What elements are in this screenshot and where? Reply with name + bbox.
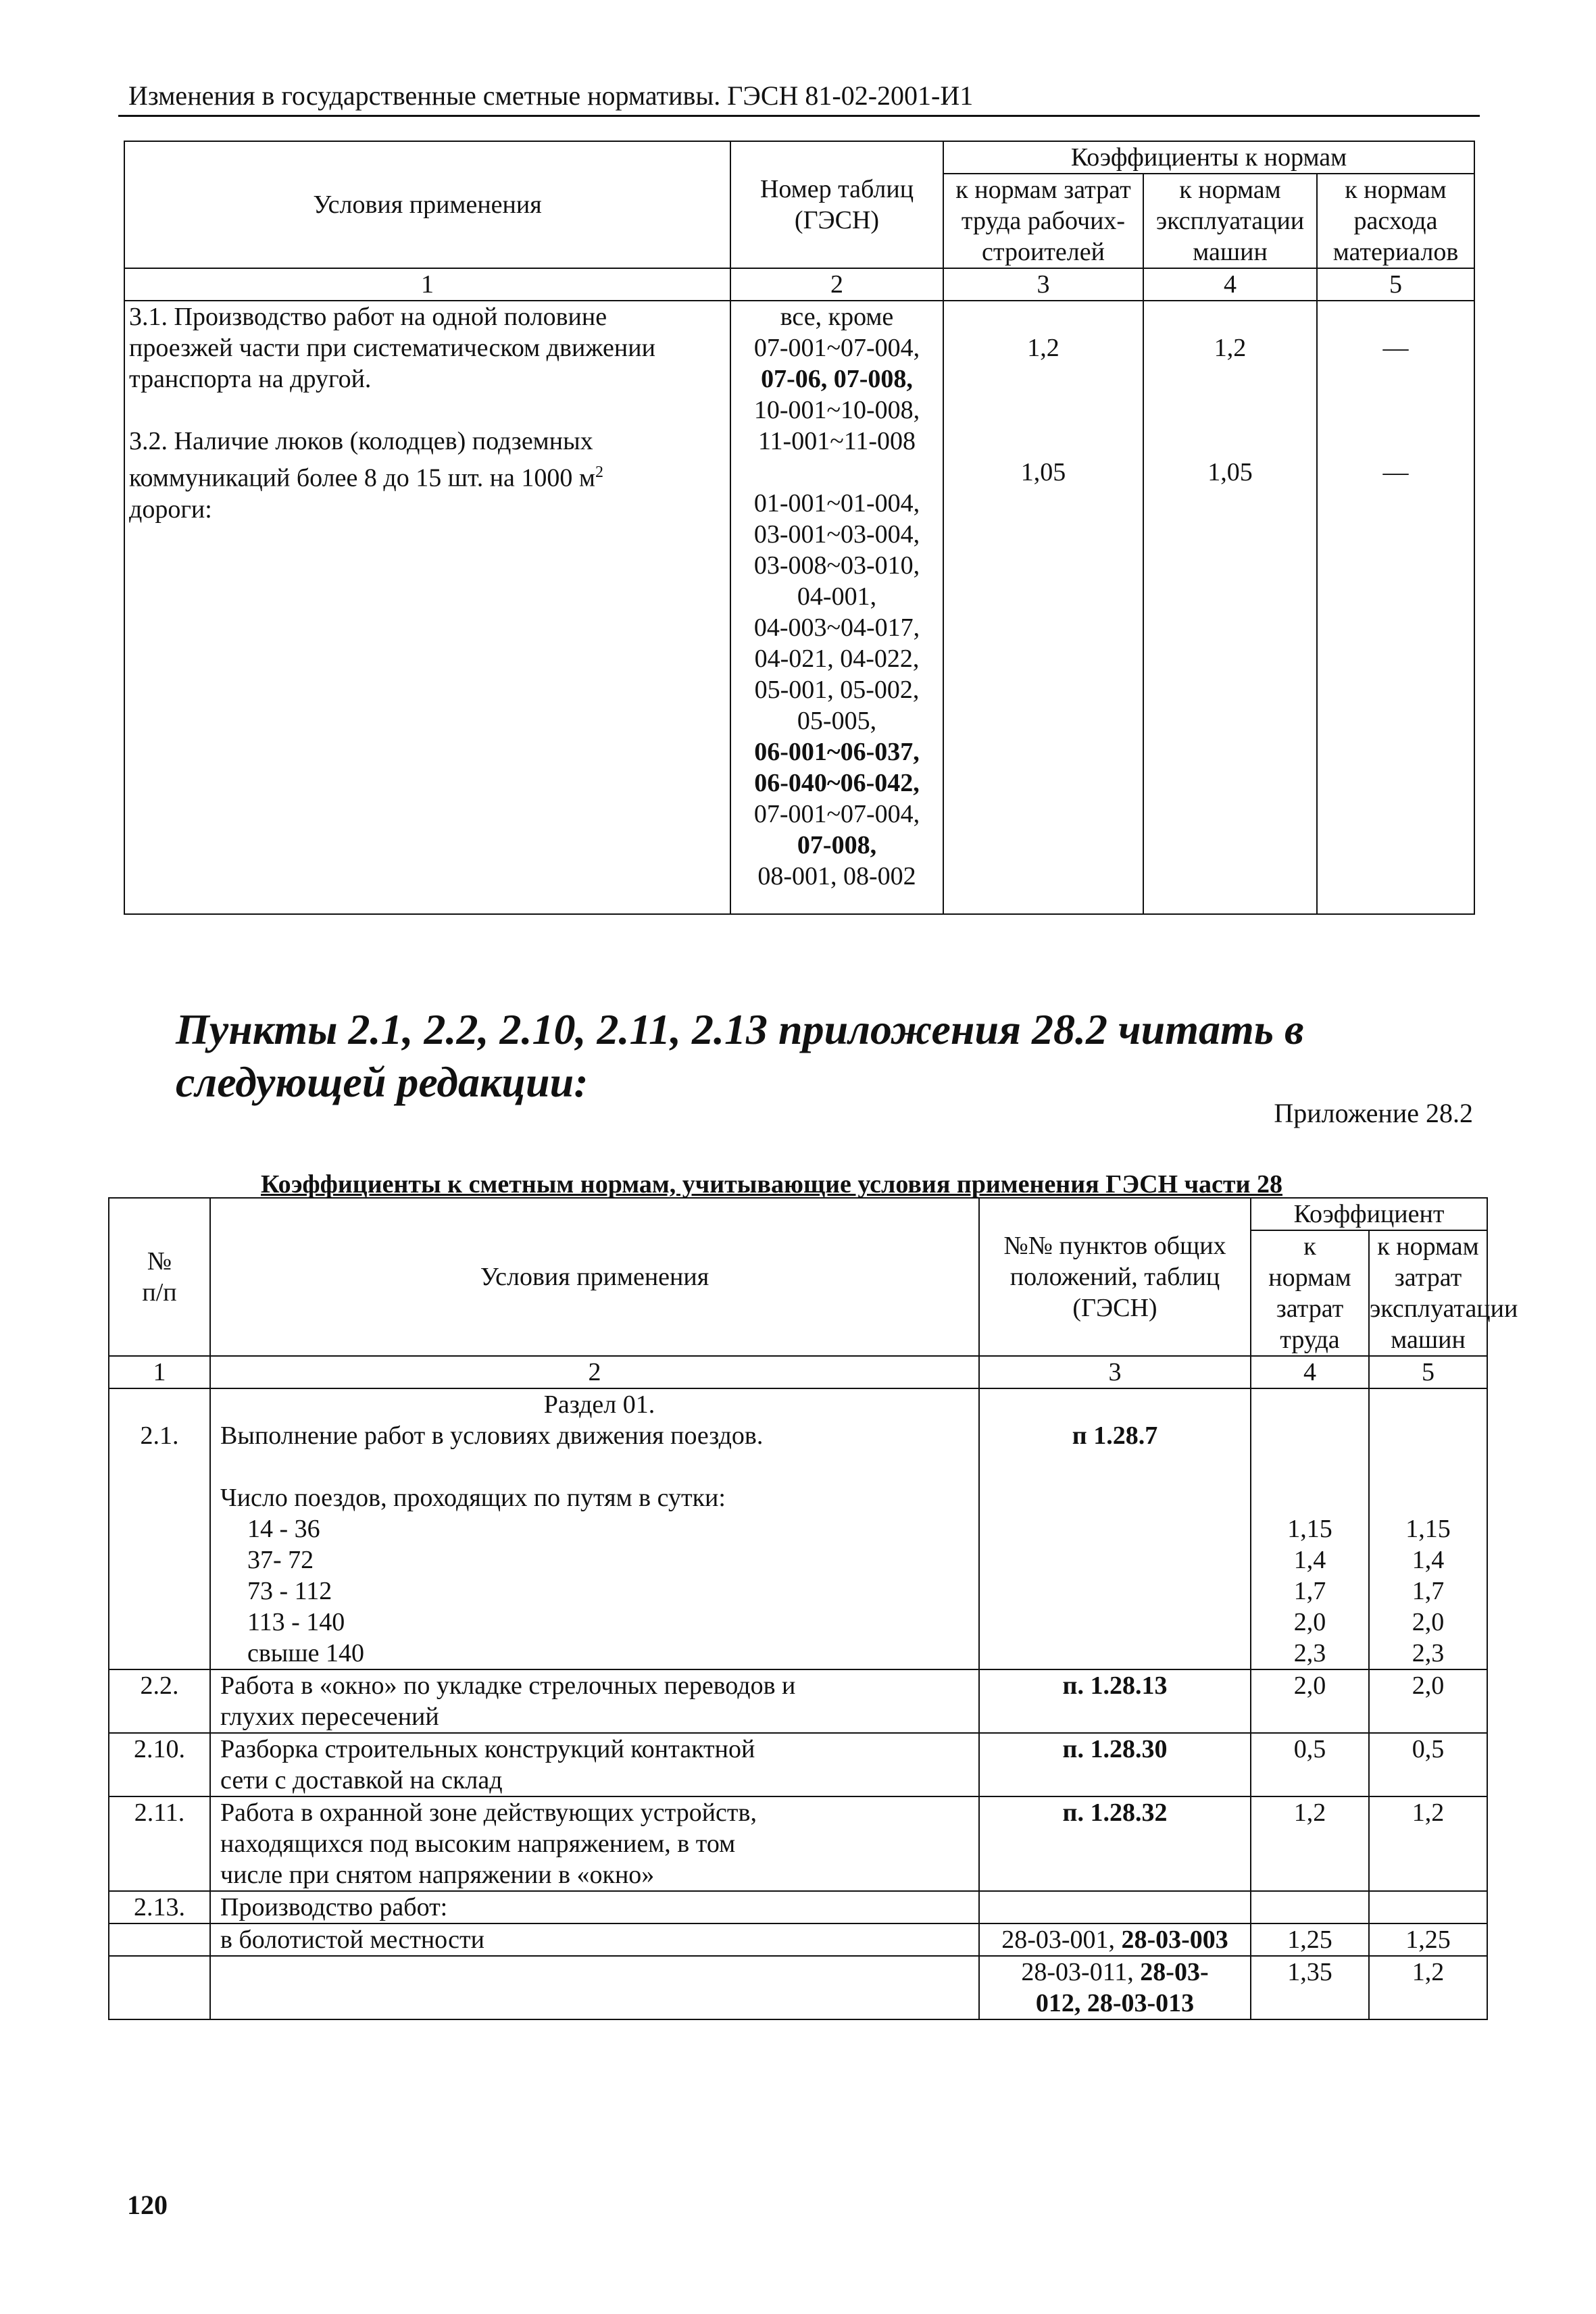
table2-header-points-line: №№ пунктов общих: [1003, 1232, 1226, 1260]
table-code: 06-001~06-037,: [754, 738, 920, 766]
table1-header-col3-line: строителей: [982, 238, 1105, 266]
condition-cell: [210, 1796, 979, 1891]
code-plain: 28-03-011,: [1021, 1958, 1141, 1986]
table1-condition-3-1: [125, 301, 730, 395]
condition-line: проезжей части при систематическом движении: [129, 334, 655, 362]
code-cell: [979, 1923, 1251, 1956]
table2-header-col4-line: нормам: [1268, 1263, 1351, 1292]
code-bold: 28-03-003: [1121, 1926, 1228, 1954]
table2-header-col5-line: к нормам: [1377, 1232, 1479, 1261]
train-range: 14 - 36: [247, 1515, 320, 1543]
table1-labor-3-2: 1,05: [1020, 458, 1066, 486]
table1-codes-3-1: [731, 301, 943, 457]
condition-line: дороги:: [129, 495, 212, 524]
table1-machines-3-2: 1,05: [1207, 458, 1253, 486]
table-code: 01-001~01-004,: [753, 489, 920, 518]
labor-cell: [1251, 1388, 1369, 1669]
empty-cell: [1369, 1891, 1487, 1923]
train-range: 73 - 112: [247, 1577, 332, 1605]
table2-header-col5: [1369, 1230, 1518, 1356]
table1-header-table-number-line2: (ГЭСН): [794, 206, 880, 234]
table1-header-conditions: Условия применения: [124, 141, 730, 268]
labor-value: 2,3: [1293, 1639, 1326, 1667]
table-code: 03-008~03-010,: [753, 551, 920, 580]
coefficients-table-1: [124, 141, 1475, 915]
table2-header-no: [109, 1198, 210, 1356]
empty-cell: [1251, 1891, 1369, 1923]
table2-header-coef-group: Коэффициент: [1251, 1198, 1487, 1230]
table1-labor-3-1: 1,2: [1027, 334, 1059, 362]
table-code: 11-001~11-008: [757, 427, 916, 455]
row-number: 2.10.: [109, 1733, 210, 1796]
machines-value: 2,0: [1412, 1608, 1445, 1636]
condition-line-text: коммуникаций более 8 до 15 шт. на 1000 м: [129, 463, 595, 493]
header-rule: [118, 115, 1480, 117]
condition-line: находящихся под высоким напряжением, в том: [220, 1830, 736, 1858]
table1-header-col4-line: к нормам: [1179, 176, 1281, 204]
section-title: Пункты 2.1, 2.2, 2.10, 2.11, 2.13 приложения 28.2 читать в следующей редакции:: [176, 1005, 1304, 1106]
machines-value: 1,25: [1369, 1923, 1487, 1956]
table1-header-table-number-line1: Номер таблиц: [759, 175, 914, 203]
row-number: 2.2.: [109, 1669, 210, 1733]
table-row: [109, 1956, 1487, 2019]
table-code: 04-003~04-017,: [753, 613, 920, 642]
table1-header-col3: [943, 174, 1143, 268]
condition-text: в болотистой местности: [210, 1923, 979, 1956]
machines-value: 1,2: [1369, 1796, 1487, 1891]
page-number: 120: [127, 2190, 168, 2220]
table1-header-col5: [1317, 174, 1474, 268]
table2-column-number: 1: [109, 1356, 210, 1388]
code-cell: [979, 1956, 1251, 2019]
table-code: 07-001~07-004,: [753, 800, 920, 828]
condition-line: 3.1. Производство работ на одной половине: [129, 303, 607, 331]
table1-materials-3-1: —: [1382, 334, 1409, 362]
table1-header-table-number: [730, 141, 943, 268]
condition-text: Выполнение работ в условиях движения поездов.: [220, 1422, 764, 1450]
table2-header-col4-line: к: [1303, 1232, 1316, 1261]
machines-cell: [1369, 1388, 1487, 1669]
condition-line: Работа в «окно» по укладке стрелочных переводов и: [220, 1671, 796, 1700]
table1-labor-cell: [943, 301, 1143, 914]
condition-line: транспорта на другой.: [129, 365, 372, 393]
row-number-cell: [109, 1388, 210, 1669]
table2-column-number: 4: [1251, 1356, 1369, 1388]
table2-header-no-line2: п/п: [142, 1278, 177, 1307]
table-code: 07-001~07-004,: [753, 334, 920, 362]
train-range: свыше 140: [247, 1639, 364, 1667]
machines-value: 1,15: [1405, 1515, 1451, 1543]
table1-header-col3-line: труда рабочих-: [961, 207, 1126, 235]
empty-cell: [109, 1923, 210, 1956]
table1-conditions-cell: [124, 301, 730, 914]
table2-header-row-1: [109, 1198, 1487, 1230]
table-code: 06-040~06-042,: [754, 769, 920, 797]
row-number: 2.11.: [109, 1796, 210, 1891]
table2-header-points-line: положений, таблиц: [1009, 1263, 1220, 1291]
labor-value: 1,35: [1251, 1956, 1369, 2019]
table1-codes-3-2: [731, 488, 943, 892]
table2-header-col4-line: затрат: [1276, 1294, 1344, 1323]
empty-cell: [109, 1956, 210, 2019]
table1-header-col5-line: к нормам: [1345, 176, 1447, 204]
table2-header-col4-line: труда: [1280, 1326, 1340, 1354]
unit-superscript: 2: [595, 463, 603, 481]
table-code: 08-001, 08-002: [757, 862, 916, 890]
table-row: [109, 1891, 1487, 1923]
table1-condition-3-2: [125, 426, 730, 525]
train-range: 37- 72: [247, 1546, 314, 1574]
table-row: [109, 1388, 1487, 1669]
machines-value: 1,4: [1412, 1546, 1445, 1574]
empty-cell: [979, 1891, 1251, 1923]
table-code: все, кроме: [780, 303, 894, 331]
table1-machines-3-1: 1,2: [1214, 334, 1247, 362]
code-bold: 28-03-: [1140, 1958, 1209, 1986]
point-ref: п. 1.28.13: [979, 1669, 1251, 1733]
empty-cell: [210, 1956, 979, 2019]
condition-line: Разборка строительных конструкций контактной: [220, 1735, 755, 1763]
spacer: [220, 1451, 978, 1482]
coefficients-table-2: [108, 1197, 1518, 2020]
table-code: 04-001,: [797, 582, 877, 611]
table1-column-number: 5: [1317, 268, 1474, 301]
labor-value: 1,15: [1287, 1515, 1332, 1543]
labor-value: 2,0: [1251, 1669, 1369, 1733]
table1-column-number: 2: [730, 268, 943, 301]
table1-column-numbers-row: [124, 268, 1474, 301]
table-code: 07-06, 07-008,: [761, 365, 913, 393]
table1-column-number: 1: [124, 268, 730, 301]
table2-header-col4: [1251, 1230, 1369, 1356]
machines-value: 2,0: [1369, 1669, 1487, 1733]
machines-value: 1,7: [1412, 1577, 1445, 1605]
condition-cell: [210, 1669, 979, 1733]
labor-value: 1,25: [1251, 1923, 1369, 1956]
condition-line: числе при снятом напряжении в «окно»: [220, 1861, 655, 1889]
table-code: 05-005,: [797, 707, 877, 735]
labor-value: 1,4: [1293, 1546, 1326, 1574]
row-number: 2.13.: [109, 1891, 210, 1923]
table1-column-number: 4: [1143, 268, 1317, 301]
table1-header-col5-line: расхода: [1353, 207, 1438, 235]
code-plain: 28-03-001,: [1001, 1926, 1122, 1954]
code-bold: 012, 28-03-013: [1035, 1989, 1195, 2017]
table-row: [109, 1923, 1487, 1956]
table2-header-conditions: Условия применения: [210, 1198, 979, 1356]
table-code: 03-001~03-004,: [753, 520, 920, 549]
table2-header-col5-line: машин: [1391, 1326, 1466, 1354]
condition-line: 3.2. Наличие люков (колодцев) подземных: [129, 427, 593, 455]
point-ref: п. 1.28.30: [979, 1733, 1251, 1796]
table-code: 05-001, 05-002,: [754, 676, 920, 704]
table1-codes-cell: [730, 301, 943, 914]
section-label: Раздел 01.: [543, 1390, 655, 1419]
point-ref: п 1.28.7: [1072, 1422, 1158, 1450]
table1-header-col5-line: материалов: [1332, 238, 1459, 266]
train-range: 113 - 140: [247, 1608, 345, 1636]
table2-header-col5-line: эксплуатации: [1370, 1294, 1518, 1323]
table2-header-no-line1: №: [147, 1247, 172, 1276]
table1-header-col4: [1143, 174, 1317, 268]
table-code: 10-001~10-008,: [753, 396, 920, 424]
labor-value: 2,0: [1293, 1608, 1326, 1636]
table1-body-row: [124, 301, 1474, 914]
table2-column-number: 2: [210, 1356, 979, 1388]
point-cell: [979, 1388, 1251, 1669]
table1-header-row-1: [124, 141, 1474, 174]
labor-value: 1,7: [1293, 1577, 1326, 1605]
appendix-label: Приложение 28.2: [1274, 1098, 1473, 1128]
machines-value: 0,5: [1369, 1733, 1487, 1796]
table1-header-col4-line: машин: [1193, 238, 1268, 266]
table-code: 04-021, 04-022,: [754, 645, 920, 673]
table2-column-number: 5: [1369, 1356, 1487, 1388]
table1-header-col3-line: к нормам затрат: [955, 176, 1131, 204]
table1-materials-cell: [1317, 301, 1474, 914]
table1-header-col4-line: эксплуатации: [1155, 207, 1305, 235]
table2-column-number: 3: [979, 1356, 1251, 1388]
table1-header-coefficients-group: Коэффициенты к нормам: [943, 141, 1474, 174]
table1-column-number: 3: [943, 268, 1143, 301]
machines-value: 1,2: [1369, 1956, 1487, 2019]
table2-column-numbers-row: [109, 1356, 1487, 1388]
condition-line: глухих пересечений: [220, 1703, 439, 1731]
trains-label: Число поездов, проходящих по путям в сутки:: [220, 1484, 726, 1512]
condition-cell: [210, 1733, 979, 1796]
row-number: 2.1.: [140, 1422, 179, 1450]
condition-line-with-unit: [129, 457, 730, 494]
condition-cell: [210, 1388, 979, 1669]
table2-header-col5-line: затрат: [1394, 1263, 1462, 1292]
table2-header-points-line: (ГЭСН): [1072, 1294, 1157, 1322]
running-head: Изменения в государственные сметные нормативы. ГЭСН 81-02-2001-И1: [128, 80, 974, 111]
table2-title: Коэффициенты к сметным нормам, учитывающие условия применения ГЭСН части 28: [261, 1170, 1282, 1199]
spacer: [1251, 1389, 1368, 1513]
machines-value: 2,3: [1412, 1639, 1445, 1667]
condition-line: сети с доставкой на склад: [220, 1766, 503, 1794]
condition-line: Работа в охранной зоне действующих устройств,: [220, 1799, 757, 1827]
table1-materials-3-2: —: [1382, 458, 1409, 486]
condition-text: Производство работ:: [210, 1891, 979, 1923]
table1-machines-cell: [1143, 301, 1317, 914]
table-code: 07-008,: [797, 831, 877, 859]
spacer: [1370, 1389, 1487, 1513]
table-row: [109, 1733, 1487, 1796]
table-row: [109, 1796, 1487, 1891]
table2-header-points: [979, 1198, 1251, 1356]
labor-value: 1,2: [1251, 1796, 1369, 1891]
table-row: [109, 1669, 1487, 1733]
labor-value: 0,5: [1251, 1733, 1369, 1796]
point-ref: п. 1.28.32: [979, 1796, 1251, 1891]
